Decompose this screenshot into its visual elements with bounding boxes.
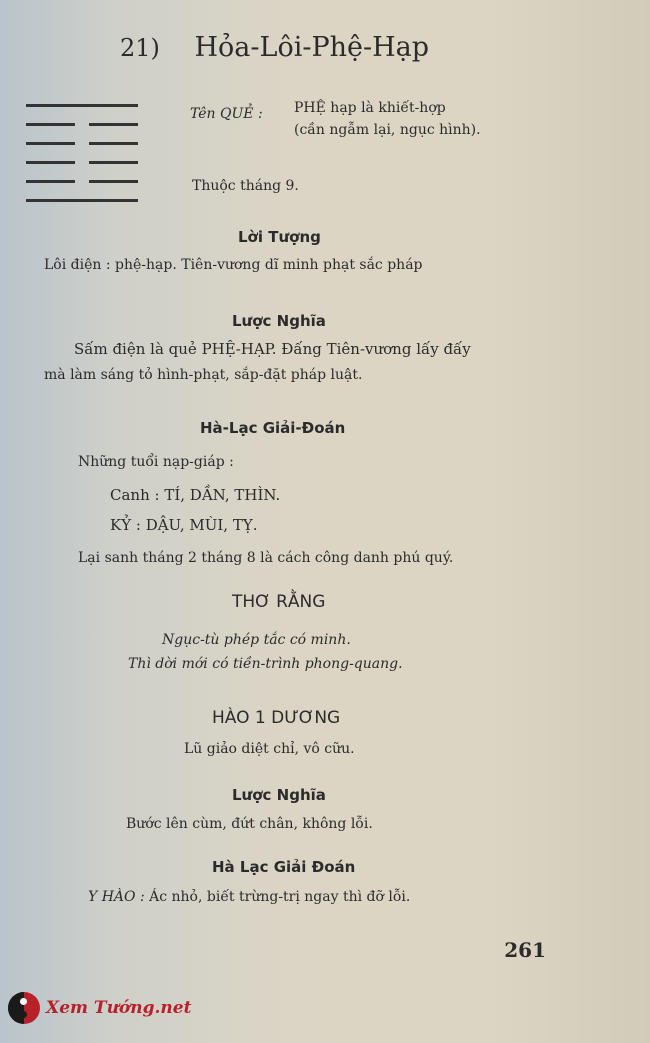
loi-tuong-text: Lôi điện : phệ-hạp. Tiên-vương dĩ minh phạt sắc pháp: [44, 257, 423, 273]
hexagram-segment: [26, 199, 138, 202]
luoc-nghia-heading-2: Lược Nghĩa: [232, 786, 326, 804]
y-hao-label: Y HÀO :: [88, 889, 145, 905]
canh-line: Canh : TÍ, DẦN, THÌN.: [110, 486, 281, 504]
loi-tuong-heading: Lời Tượng: [238, 228, 321, 246]
watermark: [8, 992, 191, 1024]
y-hao-line: [88, 889, 410, 905]
hexagram-line-yin: [26, 161, 138, 164]
chapter-number: 21): [120, 34, 160, 62]
poem-line-2: Thì dời mới có tiền-trình phong-quang.: [128, 656, 403, 672]
hexagram-segment: [26, 123, 75, 126]
luoc-nghia-line-2: mà làm sáng tỏ hình-phạt, sắp-đặt pháp luật.: [44, 367, 363, 383]
nap-giap-intro: Những tuổi nạp-giáp :: [78, 454, 234, 470]
luoc-nghia-text-2: Bước lên cùm, đứt chân, không lỗi.: [126, 816, 373, 832]
watermark-text: Xem Tướng.net: [46, 998, 192, 1018]
hexagram-line-yin: [26, 142, 138, 145]
lai-line: Lại sanh tháng 2 tháng 8 là cách công danh phú quý.: [78, 550, 454, 566]
name-label: Tên QUẺ :: [190, 106, 263, 122]
month-text: Thuộc tháng 9.: [192, 178, 299, 194]
hexagram-segment: [89, 142, 138, 145]
luoc-nghia-heading-1: Lược Nghĩa: [232, 312, 326, 330]
hexagram-segment: [89, 161, 138, 164]
hexagram-segment: [26, 104, 138, 107]
page-number: 261: [504, 938, 546, 962]
hexagram-title: Hỏa-Lôi-Phệ-Hạp: [194, 32, 430, 63]
page-title: [120, 32, 429, 63]
hao-1-text: Lũ giảo diệt chỉ, vô cữu.: [184, 741, 355, 757]
hexagram-line-yang: [26, 104, 138, 107]
ky-line: KỶ : DẬU, MÙI, TỴ.: [110, 516, 258, 534]
hexagram-line-yang: [26, 199, 138, 202]
hexagram-segment: [26, 180, 75, 183]
yin-yang-icon: [8, 992, 40, 1024]
name-line-2: (cần ngẫm lại, ngục hình).: [294, 122, 481, 138]
y-hao-text: Ác nhỏ, biết trừng-trị ngay thì đỡ lỗi.: [149, 889, 411, 905]
hexagram-segment: [89, 180, 138, 183]
hexagram-line-yin: [26, 123, 138, 126]
hexagram-segment: [89, 123, 138, 126]
hexagram-symbol: [26, 104, 138, 218]
name-line-1: PHỆ hạp là khiết-hợp: [294, 100, 446, 116]
poem-line-1: Ngục-tù phép tắc có minh.: [162, 632, 351, 648]
luoc-nghia-line-1: Sấm điện là quẻ PHỆ-HẠP. Đấng Tiên-vương lấy đấy: [74, 340, 471, 358]
ha-lac-heading-2: Hà Lạc Giải Đoán: [212, 858, 356, 876]
hexagram-segment: [26, 142, 75, 145]
hexagram-segment: [26, 161, 75, 164]
hao-1-heading: HÀO 1 DƯƠNG: [212, 708, 341, 728]
tho-rang-heading: THƠ RẰNG: [232, 592, 326, 612]
hexagram-line-yin: [26, 180, 138, 183]
ha-lac-heading-1: Hà-Lạc Giải-Đoán: [200, 419, 346, 437]
